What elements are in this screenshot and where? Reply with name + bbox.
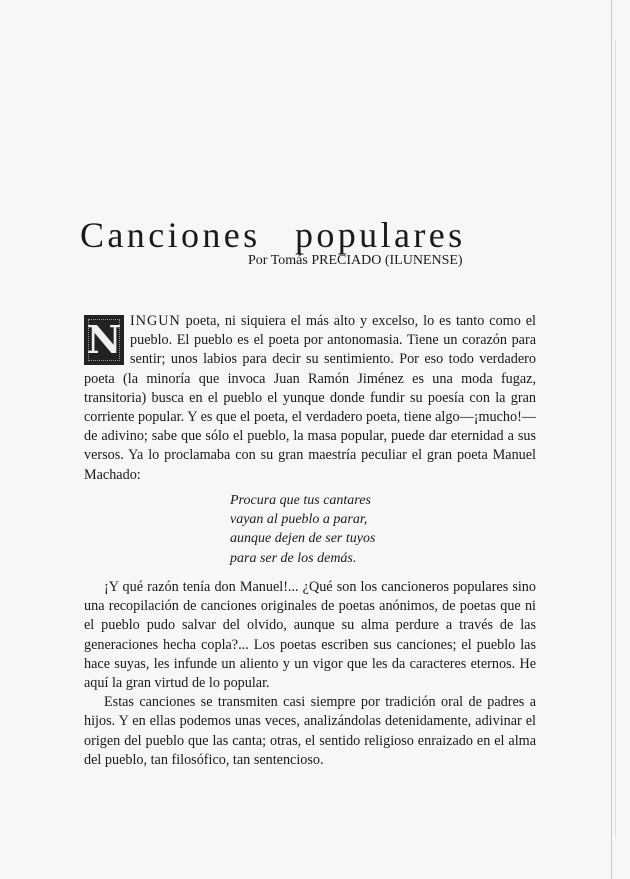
paragraph-2: ¡Y qué razón tenía don Manuel!... ¿Qué son los cancioneros populares sino una recopilación de canciones originales de poetas anónimos, de poetas que ni el pueblo pudo salvar del olvido, aunque su alma perdure a través de las generaciones hecha copla?... Los poetas escriben sus canciones; el pueblo las hace suyas, les infunde un aliento y un vigor que les da caracteres eternos. He aquí la gran virtud de lo popular. xyxy=(84,579,536,692)
decorative-initial: N xyxy=(84,315,124,365)
lead-word: INGUN xyxy=(130,313,181,329)
paragraph-1 xyxy=(84,312,536,485)
paragraph-3: Estas canciones se transmiten casi siempre por tradición oral de padres a hijos. Y en ellas podemos unas veces, analizándolas detenidamente, adivinar el origen del pueblo que las canta; otras, el sentido religioso enraizado en el alma del pueblo, tan filosófico, tan sentencioso. xyxy=(84,694,536,768)
page-edge-line-inner xyxy=(615,40,616,839)
verse-line: para ser de los demás. xyxy=(230,550,357,566)
verse-line: vayan al pueblo a parar, xyxy=(230,512,368,528)
article-title: Canciones populares xyxy=(80,215,466,256)
article-byline: Por Tomás PRECIADO (ILUNENSE) xyxy=(248,253,463,268)
paragraph-1-text: poeta, ni siquiera el más alto y excelso, lo es tanto como el pueblo. El pueblo es el poeta por antonomasia. Tiene un corazón para sentir; unos labios para decir su sentimiento. Por eso todo verdadero poeta (la minoría que invoca Juan Ramón Jiménez es una moda fugaz, transitoria) busca en el pueblo el yunque donde fundir su poesía con la gran corriente popular. Y es que el poeta, el verdadero poeta, tiene algo—¡mucho!—de adivino; sabe que sólo el pueblo, la masa popular, puede dar eternidad a sus versos. Ya lo proclamaba con su gran maestría peculiar el gran poeta Manuel Machado: xyxy=(84,313,536,483)
verse-line: aunque dejen de ser tuyos xyxy=(230,531,376,547)
quoted-verse xyxy=(230,491,536,568)
page-edge-line xyxy=(611,0,612,879)
verse-line: Procura que tus cantares xyxy=(230,492,371,508)
article-body xyxy=(84,312,536,770)
